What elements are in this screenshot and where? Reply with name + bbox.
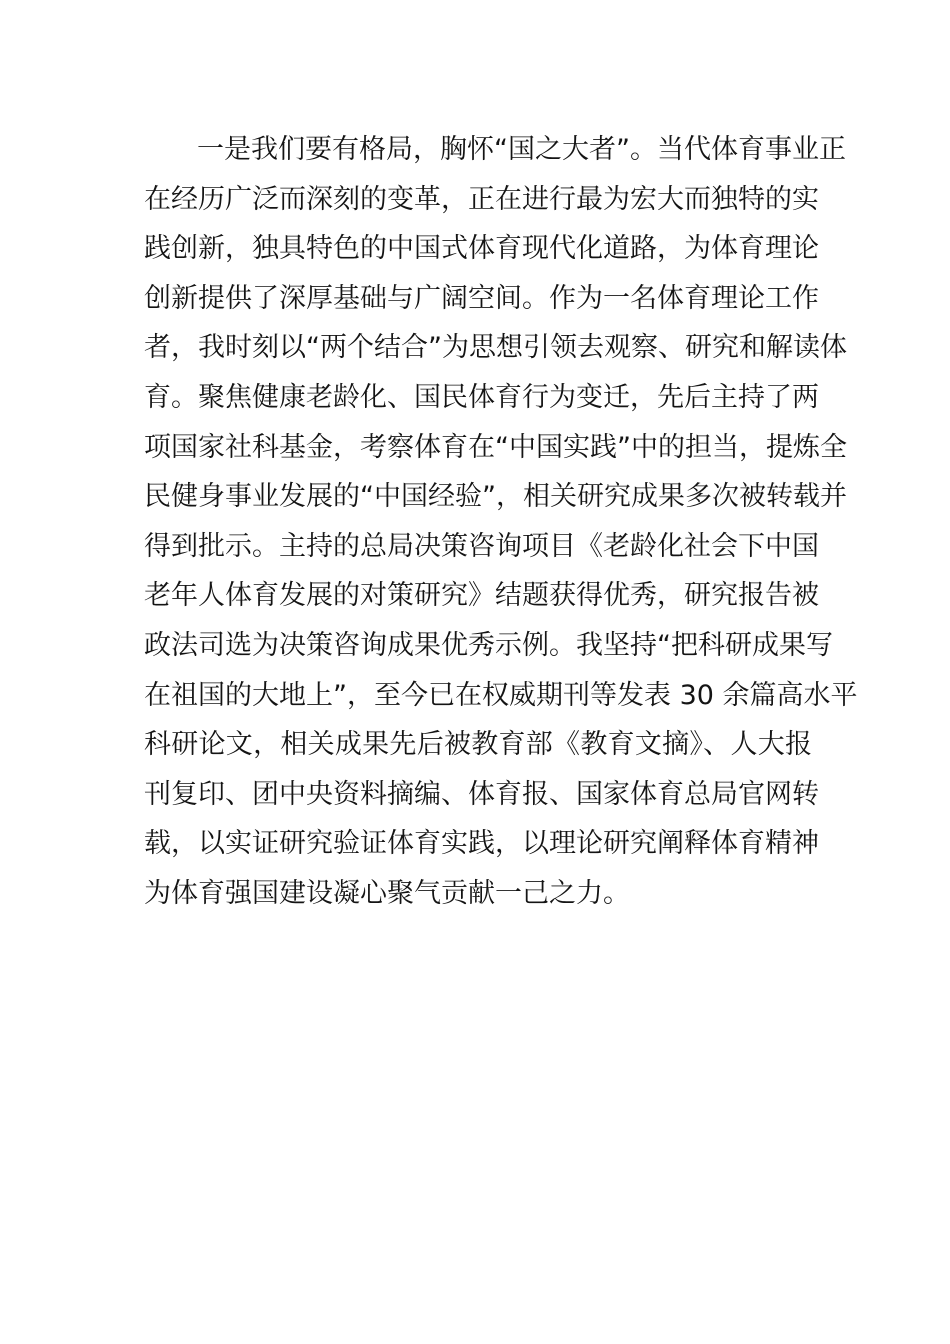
paragraph-line: 民健身事业发展的“中国经验”，相关研究成果多次被转载并 — [144, 481, 847, 513]
paragraph-line: 者，我时刻以“两个结合”为思想引领去观察、研究和解读体 — [144, 332, 847, 364]
paragraph-line: 在祖国的大地上”，至今已在权威期刊等发表 30 余篇高水平 — [144, 679, 858, 711]
paragraph-line: 践创新，独具特色的中国式体育现代化道路，为体育理论 — [144, 233, 819, 265]
paragraph-line: 政法司选为决策咨询成果优秀示例。我坚持“把科研成果写 — [144, 629, 833, 661]
body-paragraph — [144, 125, 858, 919]
paragraph-line: 得到批示。主持的总局决策咨询项目《老龄化社会下中国 — [144, 530, 819, 562]
paragraph-line: 育。聚焦健康老龄化、国民体育行为变迁，先后主持了两 — [144, 381, 819, 413]
paragraph-line: 项国家社科基金，考察体育在“中国实践”中的担当，提炼全 — [144, 431, 847, 463]
paragraph-line: 在经历广泛而深刻的变革，正在进行最为宏大而独特的实 — [144, 183, 819, 215]
paragraph-line: 科研论文，相关成果先后被教育部《教育文摘》、人大报 — [144, 729, 812, 761]
paragraph-line: 为体育强国建设凝心聚气贡献一己之力。 — [144, 877, 630, 909]
paragraph-line: 老年人体育发展的对策研究》结题获得优秀，研究报告被 — [144, 580, 819, 612]
paragraph-line: 载，以实证研究验证体育实践，以理论研究阐释体育精神 — [144, 828, 819, 860]
paragraph-line: 一是我们要有格局，胸怀“国之大者”。当代体育事业正 — [197, 134, 846, 165]
paragraph-line: 创新提供了深厚基础与广阔空间。作为一名体育理论工作 — [144, 282, 819, 314]
paragraph-line: 刊复印、团中央资料摘编、体育报、国家体育总局官网转 — [144, 778, 819, 810]
